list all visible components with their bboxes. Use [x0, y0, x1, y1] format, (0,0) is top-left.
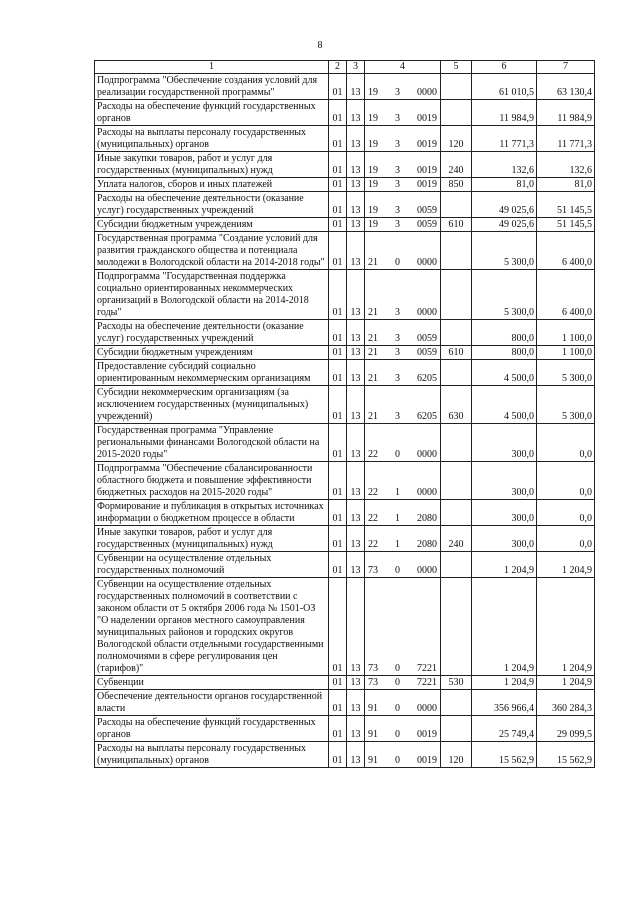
target-article-part: 0000: [417, 87, 437, 98]
target-article-part: 0059: [417, 205, 437, 216]
target-article-part: 0: [395, 703, 400, 714]
target-article-part: 0059: [417, 347, 437, 358]
page-number: 8: [317, 40, 323, 51]
table-row: [95, 578, 595, 676]
row-name: Расходы на обеспечение деятельности (оказание услуг) государственных учреждений: [95, 320, 329, 346]
target-article-part: 3: [395, 205, 400, 216]
target-article-code: [365, 320, 441, 346]
table-row: [95, 386, 595, 424]
target-article-part: 0000: [417, 449, 437, 460]
expense-type-code: 530: [441, 676, 472, 690]
target-article-part: 3: [395, 87, 400, 98]
table-row: [95, 552, 595, 578]
target-article-part: 0000: [417, 307, 437, 318]
row-name: Расходы на обеспечение функций государственных органов: [95, 716, 329, 742]
target-article-code: [365, 500, 441, 526]
row-name: Расходы на обеспечение функций государственных органов: [95, 100, 329, 126]
target-article-code: [365, 676, 441, 690]
subsection-code: 13: [347, 232, 365, 270]
amount-year-2: 0,0: [537, 462, 595, 500]
target-article-part: 0000: [417, 487, 437, 498]
target-article-part: 19: [368, 179, 378, 190]
amount-year-2: 51 145,5: [537, 218, 595, 232]
target-article-part: 3: [395, 179, 400, 190]
amount-year-2: 132,6: [537, 152, 595, 178]
amount-year-2: 0,0: [537, 500, 595, 526]
target-article-code: [365, 192, 441, 218]
target-article-part: 3: [395, 411, 400, 422]
section-code: 01: [329, 192, 347, 218]
table-row: [95, 424, 595, 462]
target-article-code: [365, 100, 441, 126]
target-article-code: [365, 386, 441, 424]
amount-year-2: 63 130,4: [537, 74, 595, 100]
table-row: [95, 462, 595, 500]
subsection-code: 13: [347, 500, 365, 526]
target-article-part: 0000: [417, 565, 437, 576]
subsection-code: 13: [347, 690, 365, 716]
amount-year-1: 300,0: [472, 424, 537, 462]
section-code: 01: [329, 126, 347, 152]
amount-year-1: 800,0: [472, 320, 537, 346]
section-code: 01: [329, 690, 347, 716]
amount-year-2: 1 204,9: [537, 676, 595, 690]
amount-year-1: 1 204,9: [472, 552, 537, 578]
expense-type-code: 240: [441, 152, 472, 178]
amount-year-2: 81,0: [537, 178, 595, 192]
expense-type-code: [441, 100, 472, 126]
amount-year-1: 4 500,0: [472, 360, 537, 386]
header-cell: 2: [329, 61, 347, 74]
subsection-code: 13: [347, 346, 365, 360]
table-row: [95, 74, 595, 100]
target-article-part: 19: [368, 113, 378, 124]
target-article-part: 0019: [417, 165, 437, 176]
subsection-code: 13: [347, 100, 365, 126]
target-article-part: 19: [368, 205, 378, 216]
section-code: 01: [329, 270, 347, 320]
target-article-part: 1: [395, 539, 400, 550]
row-name: Субсидии некоммерческим организациям (за исключением государственных (муниципальных) учреждений): [95, 386, 329, 424]
target-article-code: [365, 218, 441, 232]
target-article-part: 0000: [417, 257, 437, 268]
section-code: 01: [329, 578, 347, 676]
target-article-part: 19: [368, 87, 378, 98]
target-article-part: 6205: [417, 373, 437, 384]
target-article-part: 0019: [417, 113, 437, 124]
amount-year-2: 6 400,0: [537, 232, 595, 270]
target-article-part: 91: [368, 703, 378, 714]
table-row: [95, 232, 595, 270]
expense-type-code: [441, 424, 472, 462]
subsection-code: 13: [347, 716, 365, 742]
row-name: Субвенции на осуществление отдельных государственных полномочий: [95, 552, 329, 578]
target-article-part: 3: [395, 333, 400, 344]
header-cell: 1: [95, 61, 329, 74]
table-row: [95, 500, 595, 526]
section-code: 01: [329, 100, 347, 126]
amount-year-1: 11 984,9: [472, 100, 537, 126]
table-row: [95, 690, 595, 716]
target-article-part: 0000: [417, 703, 437, 714]
target-article-part: 21: [368, 257, 378, 268]
target-article-part: 91: [368, 729, 378, 740]
row-name: Формирование и публикация в открытых источниках информации о бюджетном процессе в области: [95, 500, 329, 526]
target-article-part: 1: [395, 487, 400, 498]
target-article-part: 6205: [417, 411, 437, 422]
target-article-part: 21: [368, 307, 378, 318]
expense-type-code: [441, 74, 472, 100]
row-name: Иные закупки товаров, работ и услуг для государственных (муниципальных) нужд: [95, 526, 329, 552]
subsection-code: 13: [347, 270, 365, 320]
section-code: 01: [329, 386, 347, 424]
expense-type-code: [441, 270, 472, 320]
table-row: [95, 178, 595, 192]
expense-type-code: [441, 320, 472, 346]
target-article-part: 0: [395, 257, 400, 268]
amount-year-2: 11 771,3: [537, 126, 595, 152]
expense-type-code: [441, 500, 472, 526]
subsection-code: 13: [347, 526, 365, 552]
amount-year-1: 1 204,9: [472, 578, 537, 676]
amount-year-2: 15 562,9: [537, 742, 595, 768]
expense-type-code: [441, 232, 472, 270]
target-article-part: 73: [368, 663, 378, 674]
target-article-code: [365, 578, 441, 676]
target-article-part: 19: [368, 219, 378, 230]
section-code: 01: [329, 552, 347, 578]
expense-type-code: [441, 192, 472, 218]
target-article-code: [365, 232, 441, 270]
section-code: 01: [329, 360, 347, 386]
table-row: [95, 346, 595, 360]
section-code: 01: [329, 178, 347, 192]
target-article-part: 3: [395, 219, 400, 230]
amount-year-1: 15 562,9: [472, 742, 537, 768]
amount-year-1: 356 966,4: [472, 690, 537, 716]
table-row: [95, 742, 595, 768]
expense-type-code: 630: [441, 386, 472, 424]
amount-year-1: 49 025,6: [472, 218, 537, 232]
amount-year-1: 300,0: [472, 526, 537, 552]
target-article-part: 73: [368, 677, 378, 688]
amount-year-2: 5 300,0: [537, 386, 595, 424]
amount-year-1: 49 025,6: [472, 192, 537, 218]
amount-year-2: 1 204,9: [537, 578, 595, 676]
amount-year-2: 29 099,5: [537, 716, 595, 742]
target-article-part: 0019: [417, 139, 437, 150]
amount-year-1: 4 500,0: [472, 386, 537, 424]
amount-year-2: 1 204,9: [537, 552, 595, 578]
row-name: Уплата налогов, сборов и иных платежей: [95, 178, 329, 192]
section-code: 01: [329, 424, 347, 462]
row-name: Субсидии бюджетным учреждениям: [95, 218, 329, 232]
amount-year-2: 360 284,3: [537, 690, 595, 716]
target-article-part: 21: [368, 373, 378, 384]
target-article-part: 0: [395, 449, 400, 460]
expense-type-code: [441, 690, 472, 716]
expense-type-code: 120: [441, 742, 472, 768]
target-article-part: 0019: [417, 729, 437, 740]
target-article-part: 1: [395, 513, 400, 524]
row-name: Государственная программа "Создание условий для развития гражданского общества и потенциала молодежи в Вологодской области на 2014-2018 годы": [95, 232, 329, 270]
amount-year-2: 51 145,5: [537, 192, 595, 218]
row-name: Субсидии бюджетным учреждениям: [95, 346, 329, 360]
amount-year-1: 5 300,0: [472, 232, 537, 270]
budget-table: [94, 60, 595, 768]
section-code: 01: [329, 74, 347, 100]
target-article-part: 2080: [417, 513, 437, 524]
subsection-code: 13: [347, 218, 365, 232]
target-article-part: 19: [368, 139, 378, 150]
expense-type-code: [441, 578, 472, 676]
subsection-code: 13: [347, 192, 365, 218]
subsection-code: 13: [347, 386, 365, 424]
row-name: Подпрограмма "Государственная поддержка социально ориентированных некоммерческих организаций в Вологодской области на 2014-2018 годы": [95, 270, 329, 320]
amount-year-1: 5 300,0: [472, 270, 537, 320]
subsection-code: 13: [347, 578, 365, 676]
header-cell: 5: [441, 61, 472, 74]
expense-type-code: 850: [441, 178, 472, 192]
target-article-code: [365, 526, 441, 552]
target-article-part: 0: [395, 677, 400, 688]
subsection-code: 13: [347, 126, 365, 152]
section-code: 01: [329, 742, 347, 768]
table-row: [95, 526, 595, 552]
table-row: [95, 270, 595, 320]
amount-year-1: 1 204,9: [472, 676, 537, 690]
amount-year-2: 1 100,0: [537, 346, 595, 360]
target-article-code: [365, 346, 441, 360]
section-code: 01: [329, 716, 347, 742]
target-article-part: 73: [368, 565, 378, 576]
amount-year-1: 25 749,4: [472, 716, 537, 742]
expense-type-code: 120: [441, 126, 472, 152]
target-article-part: 7221: [417, 663, 437, 674]
subsection-code: 13: [347, 74, 365, 100]
table-row: [95, 320, 595, 346]
target-article-part: 21: [368, 411, 378, 422]
row-name: Подпрограмма "Обеспечение сбалансированности областного бюджета и повышение эффективности бюджетных расходов на 2015-2020 годы": [95, 462, 329, 500]
expense-type-code: [441, 462, 472, 500]
target-article-code: [365, 152, 441, 178]
target-article-code: [365, 552, 441, 578]
subsection-code: 13: [347, 552, 365, 578]
target-article-part: 22: [368, 449, 378, 460]
target-article-code: [365, 74, 441, 100]
target-article-part: 22: [368, 539, 378, 550]
section-code: 01: [329, 218, 347, 232]
amount-year-2: 0,0: [537, 424, 595, 462]
target-article-part: 0019: [417, 179, 437, 190]
amount-year-2: 0,0: [537, 526, 595, 552]
target-article-part: 2080: [417, 539, 437, 550]
subsection-code: 13: [347, 742, 365, 768]
target-article-code: [365, 716, 441, 742]
row-name: Субвенции на осуществление отдельных государственных полномочий в соответствии с законом области от 5 октября 2006 года № 1501-ОЗ "О наделении органов местного самоуправления муниципальных районов и городских округов Вологодской области отдельными государственными полномочиями в сфере регулирования цен (тарифов)": [95, 578, 329, 676]
expense-type-code: 610: [441, 346, 472, 360]
subsection-code: 13: [347, 178, 365, 192]
table-row: [95, 192, 595, 218]
amount-year-2: 11 984,9: [537, 100, 595, 126]
subsection-code: 13: [347, 462, 365, 500]
amount-year-1: 132,6: [472, 152, 537, 178]
target-article-part: 3: [395, 165, 400, 176]
amount-year-2: 1 100,0: [537, 320, 595, 346]
header-cell: 6: [472, 61, 537, 74]
expense-type-code: 610: [441, 218, 472, 232]
header-cell: 3: [347, 61, 365, 74]
table-row: [95, 218, 595, 232]
table-row: [95, 360, 595, 386]
table-row: [95, 676, 595, 690]
target-article-code: [365, 690, 441, 716]
row-name: Обеспечение деятельности органов государственной власти: [95, 690, 329, 716]
expense-type-code: [441, 552, 472, 578]
target-article-part: 21: [368, 333, 378, 344]
target-article-part: 3: [395, 307, 400, 318]
subsection-code: 13: [347, 424, 365, 462]
target-article-code: [365, 360, 441, 386]
row-name: Государственная программа "Управление региональными финансами Вологодской области на 2015-2020 годы": [95, 424, 329, 462]
target-article-code: [365, 126, 441, 152]
section-code: 01: [329, 676, 347, 690]
target-article-part: 0: [395, 729, 400, 740]
target-article-part: 22: [368, 513, 378, 524]
subsection-code: 13: [347, 676, 365, 690]
header-cell: 7: [537, 61, 595, 74]
target-article-part: 19: [368, 165, 378, 176]
subsection-code: 13: [347, 152, 365, 178]
amount-year-2: 5 300,0: [537, 360, 595, 386]
section-code: 01: [329, 462, 347, 500]
target-article-part: 3: [395, 139, 400, 150]
section-code: 01: [329, 152, 347, 178]
row-name: Иные закупки товаров, работ и услуг для государственных (муниципальных) нужд: [95, 152, 329, 178]
target-article-part: 0: [395, 663, 400, 674]
amount-year-1: 61 010,5: [472, 74, 537, 100]
target-article-code: [365, 424, 441, 462]
amount-year-1: 81,0: [472, 178, 537, 192]
target-article-part: 3: [395, 113, 400, 124]
row-name: Расходы на обеспечение деятельности (оказание услуг) государственных учреждений: [95, 192, 329, 218]
section-code: 01: [329, 500, 347, 526]
section-code: 01: [329, 232, 347, 270]
expense-type-code: 240: [441, 526, 472, 552]
target-article-part: 91: [368, 755, 378, 766]
target-article-part: 0: [395, 565, 400, 576]
row-name: Расходы на выплаты персоналу государственных (муниципальных) органов: [95, 742, 329, 768]
target-article-part: 0: [395, 755, 400, 766]
table-row: [95, 100, 595, 126]
subsection-code: 13: [347, 320, 365, 346]
section-code: 01: [329, 526, 347, 552]
target-article-part: 0059: [417, 219, 437, 230]
target-article-code: [365, 742, 441, 768]
target-article-part: 22: [368, 487, 378, 498]
table-row: [95, 152, 595, 178]
amount-year-1: 300,0: [472, 462, 537, 500]
expense-type-code: [441, 360, 472, 386]
target-article-code: [365, 462, 441, 500]
target-article-part: 3: [395, 347, 400, 358]
amount-year-1: 11 771,3: [472, 126, 537, 152]
expense-type-code: [441, 716, 472, 742]
header-row: [95, 61, 595, 74]
target-article-part: 21: [368, 347, 378, 358]
row-name: Подпрограмма "Обеспечение создания условий для реализации государственной программы": [95, 74, 329, 100]
row-name: Расходы на выплаты персоналу государственных (муниципальных) органов: [95, 126, 329, 152]
amount-year-1: 300,0: [472, 500, 537, 526]
target-article-code: [365, 270, 441, 320]
header-cell: 4: [365, 61, 441, 74]
target-article-part: 7221: [417, 677, 437, 688]
table-row: [95, 716, 595, 742]
amount-year-2: 6 400,0: [537, 270, 595, 320]
row-name: Субвенции: [95, 676, 329, 690]
row-name: Предоставление субсидий социально ориентированным некоммерческим организациям: [95, 360, 329, 386]
table-row: [95, 126, 595, 152]
subsection-code: 13: [347, 360, 365, 386]
target-article-code: [365, 178, 441, 192]
section-code: 01: [329, 346, 347, 360]
target-article-part: 0059: [417, 333, 437, 344]
target-article-part: 0019: [417, 755, 437, 766]
target-article-part: 3: [395, 373, 400, 384]
section-code: 01: [329, 320, 347, 346]
amount-year-1: 800,0: [472, 346, 537, 360]
